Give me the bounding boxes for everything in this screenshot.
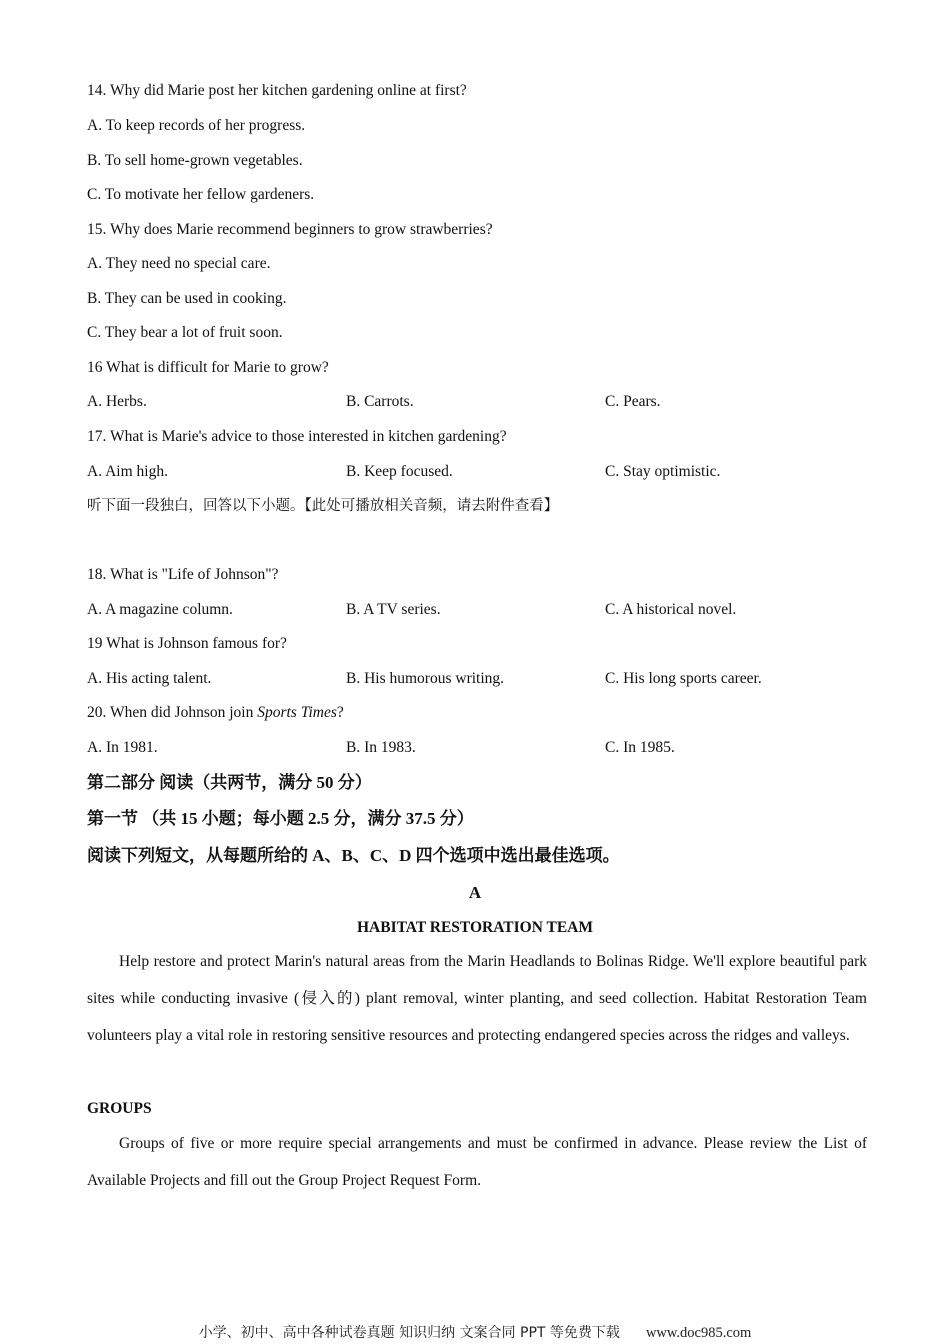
- question-17-stem: 17. What is Marie's advice to those interested in kitchen gardening?: [87, 428, 507, 445]
- question-14-option-a: A. To keep records of her progress.: [87, 117, 306, 134]
- question-20-stem-suffix: ?: [336, 704, 344, 721]
- question-15-option-c: C. They bear a lot of fruit soon.: [87, 324, 283, 341]
- question-20-option-b: B. In 1983.: [346, 739, 416, 756]
- passage-paragraph-1: [87, 943, 867, 1054]
- question-15-option-b: B. They can be used in cooking.: [87, 290, 287, 307]
- reading-instruction: 阅读下列短文，从每题所给的 A、B、C、D 四个选项中选出最佳选项。: [87, 846, 620, 865]
- page-footer: [0, 1323, 950, 1343]
- question-20-option-c: C. In 1985.: [605, 739, 675, 756]
- question-16-option-a: A. Herbs.: [87, 393, 147, 410]
- section-one-title: 第一节 （共 15 小题；每小题 2.5 分，满分 37.5 分）: [87, 809, 474, 828]
- footer-text: 小学、初中、高中各种试卷真题 知识归纳 文案合同 PPT 等免费下载: [198, 1325, 620, 1341]
- question-16-option-b: B. Carrots.: [346, 393, 414, 410]
- passage-paragraph-1-text: Help restore and protect Marin's natural areas from the Marin Headlands to Bolinas Ridge. We'll explore beautiful park sites while conducting invasive (侵入的) plant removal, winter planting, and seed collection. Habitat Restoration Team volunteers play a vital role in restoring sensitive resources and protecting endangered species across the ridges and valleys.: [87, 953, 867, 1044]
- groups-heading: GROUPS: [87, 1100, 152, 1117]
- question-19-stem: 19 What is Johnson famous for?: [87, 635, 287, 652]
- question-18-option-c: C. A historical novel.: [605, 601, 737, 618]
- question-15-option-a: A. They need no special care.: [87, 255, 271, 272]
- question-17-option-a: A. Aim high.: [87, 463, 168, 480]
- passage-label: A: [468, 883, 482, 902]
- question-14-stem: 14. Why did Marie post her kitchen gardening online at first?: [87, 82, 467, 99]
- passage-title: HABITAT RESTORATION TEAM: [356, 919, 593, 936]
- question-19-option-c: C. His long sports career.: [605, 670, 762, 687]
- listening-instruction: 听下面一段独白，回答以下小题。【此处可播放相关音频，请去附件查看】: [87, 498, 559, 514]
- question-16-option-c: C. Pears.: [605, 393, 661, 410]
- question-19-option-a: A. His acting talent.: [87, 670, 212, 687]
- question-20-stem: [87, 703, 344, 723]
- question-20-stem-italic: Sports Times: [257, 704, 337, 721]
- question-17-option-b: B. Keep focused.: [346, 463, 453, 480]
- question-20-option-a: A. In 1981.: [87, 739, 158, 756]
- question-14-option-c: C. To motivate her fellow gardeners.: [87, 186, 315, 203]
- question-16-stem: 16 What is difficult for Marie to grow?: [87, 359, 329, 376]
- question-18-stem: 18. What is "Life of Johnson"?: [87, 566, 279, 583]
- question-19-option-b: B. His humorous writing.: [346, 670, 505, 687]
- question-18-option-a: A. A magazine column.: [87, 601, 233, 618]
- question-17-option-c: C. Stay optimistic.: [605, 463, 721, 480]
- question-20-stem-prefix: 20. When did Johnson join: [87, 704, 258, 721]
- passage-paragraph-2-text: Groups of five or more require special arrangements and must be confirmed in advance. Please review the List of Available Projects and fill out the Group Project Request Form.: [87, 1135, 867, 1189]
- question-18-option-b: B. A TV series.: [346, 601, 441, 618]
- question-15-stem: 15. Why does Marie recommend beginners to grow strawberries?: [87, 221, 493, 238]
- footer-url[interactable]: www.doc985.com: [645, 1325, 752, 1341]
- part-two-title: 第二部分 阅读（共两节，满分 50 分）: [87, 773, 372, 792]
- passage-paragraph-2: [87, 1125, 867, 1199]
- question-14-option-b: B. To sell home-grown vegetables.: [87, 152, 303, 169]
